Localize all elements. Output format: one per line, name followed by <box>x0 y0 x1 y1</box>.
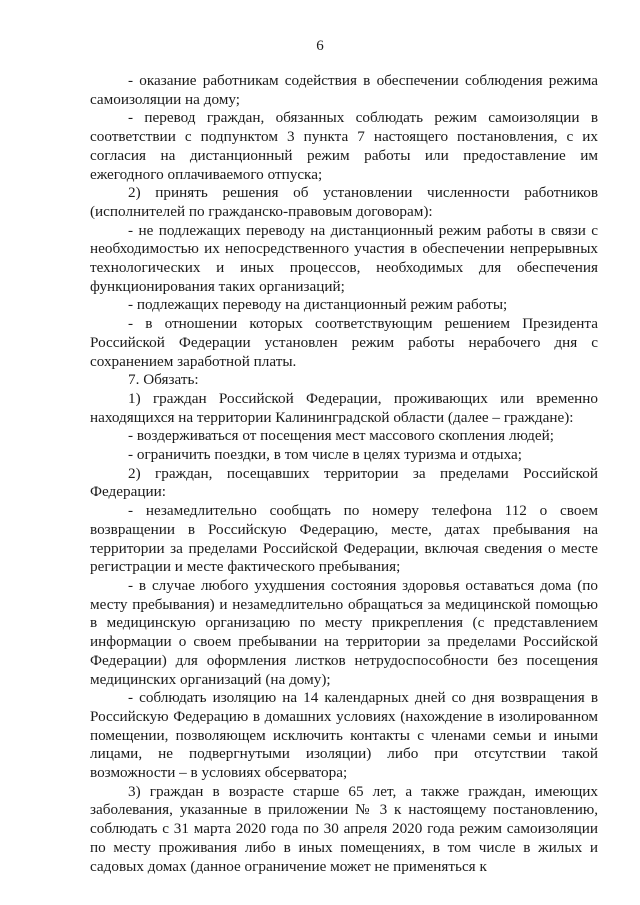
paragraph: - в случае любого ухудшения состояния здоровья оставаться дома (по месту пребывания) и незамедлительно обращаться за медицинской помощью в медицинскую организацию по месту прикрепления (с представлением информации о своем пребывании на территории за пределами Российской Федерации) для оформления листков нетрудоспособности без посещения медицинских организаций (на дому); <box>90 576 598 688</box>
paragraph: 3) граждан в возрасте старше 65 лет, а также граждан, имеющих заболевания, указанные в приложении № 3 к настоящему постановлению, соблюдать с 31 марта 2020 года по 30 апреля 2020 года режим самоизоляции по месту проживания либо в иных помещениях, в том числе в жилых и садовых домах (данное ограничение может не применяться к <box>90 782 598 875</box>
paragraph: 2) граждан, посещавших территории за пределами Российской Федерации: <box>90 464 598 501</box>
paragraph: 2) принять решения об установлении численности работников (исполнителей по гражданско-правовым договорам): <box>90 184 598 220</box>
paragraph: - ограничить поездки, в том числе в целях туризма и отдыха; <box>128 446 522 464</box>
page-number: 6 <box>316 38 324 54</box>
paragraph: - незамедлительно сообщать по номеру телефона 112 о своем возвращении в Российскую Федерацию, месте, датах пребывания на территории за пределами Российской Федерации, включая сведения о месте регистрации и месте фактического пребывания; <box>90 502 598 576</box>
paragraph: - оказание работникам содействия в обеспечении соблюдения режима самоизоляции на дому; <box>90 72 598 108</box>
paragraph: - в отношении которых соответствующим решением Президента Российской Федерации установлен режим работы нерабочего дня с сохранением заработной платы. <box>90 315 598 370</box>
paragraph: - соблюдать изоляцию на 14 календарных дней со дня возвращения в Российскую Федерацию в домашних условиях (нахождение в изолированном помещении, позволяющем исключить контакты с членами семьи и иными лицами, не подвергнутыми изоляции) либо при отсутствии такой возможности – в условиях обсерватора; <box>90 689 598 782</box>
paragraph: - не подлежащих переводу на дистанционный режим работы в связи с необходимостью их непосредственного участия в обеспечении непрерывных технологических и иных процессов, необходимых для обеспечения функционирования таких организаций; <box>90 221 598 295</box>
paragraph: 7. Обязать: <box>128 371 199 389</box>
paragraph: - перевод граждан, обязанных соблюдать режим самоизоляции в соответствии с подпунктом 3 пункта 7 настоящего постановления, с их согласия на дистанционный режим работы или предоставление им ежегодного оплачиваемого отпуска; <box>90 109 598 183</box>
paragraph: - воздерживаться от посещения мест массового скопления людей; <box>128 427 554 445</box>
document-body <box>90 72 598 876</box>
paragraph: 1) граждан Российской Федерации, проживающих или временно находящихся на территории Калининградской области (далее – граждане): <box>90 389 598 426</box>
paragraph: - подлежащих переводу на дистанционный режим работы; <box>128 296 508 314</box>
